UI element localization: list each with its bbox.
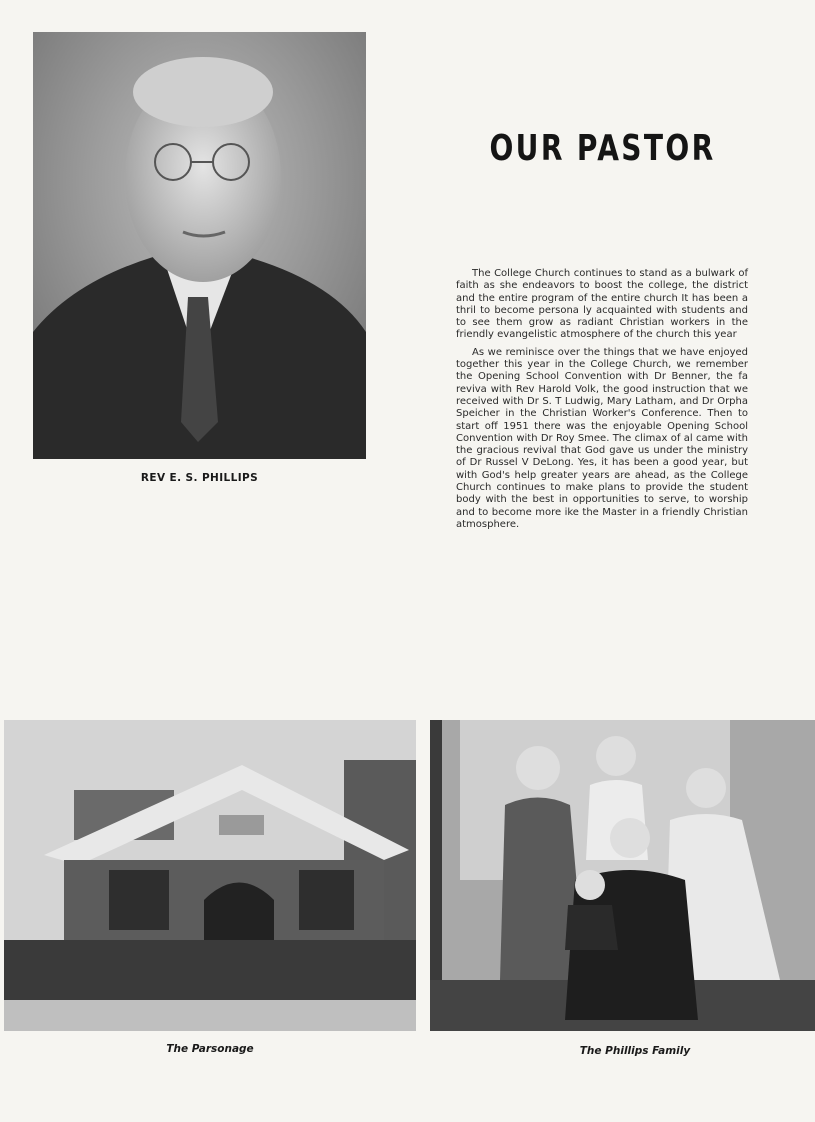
portrait-caption: REV E. S. PHILLIPS <box>140 472 259 484</box>
paragraph-1: The College Church continues to stand as a bulwark of faith as she endeavors to boost the college, the district and the entire program of the entire church It has been a thril to become persona ly acquainted with students and to see them grow as radiant Christian workers in the friendly evangelistic atmosphere of the church this year <box>456 268 748 341</box>
article-body <box>456 268 748 536</box>
parsonage-photo <box>4 720 416 1031</box>
family-photo <box>430 720 815 1031</box>
paragraph-2: As we reminisce over the things that we have enjoyed together this year in the College Church, we remember the Opening School Convention with Dr Benner, the fa reviva with Rev Harold Volk, the good instruction that we received with Dr S. T Ludwig, Mary Latham, and Dr Orpha Speicher in the Christian Worker's Conference. Then to start off 1951 there was the enjoyable Opening School Convention with Dr Roy Smee. The climax of al came with the gracious revival that God gave us under the ministry of Dr Russel V DeLong. Yes, it has been a good year, but with God's help greater years are ahead, as the College Church continues to make plans to provide the student body with the best in opportunities to serve, to worship and to become more ike the Master in a friendly Christian atmosphere. <box>456 346 748 530</box>
family-caption: The Phillips Family <box>579 1045 691 1057</box>
page-title: OUR PASTOR <box>489 128 716 169</box>
parsonage-caption: The Parsonage <box>166 1043 254 1055</box>
pastor-portrait-photo <box>33 32 366 459</box>
